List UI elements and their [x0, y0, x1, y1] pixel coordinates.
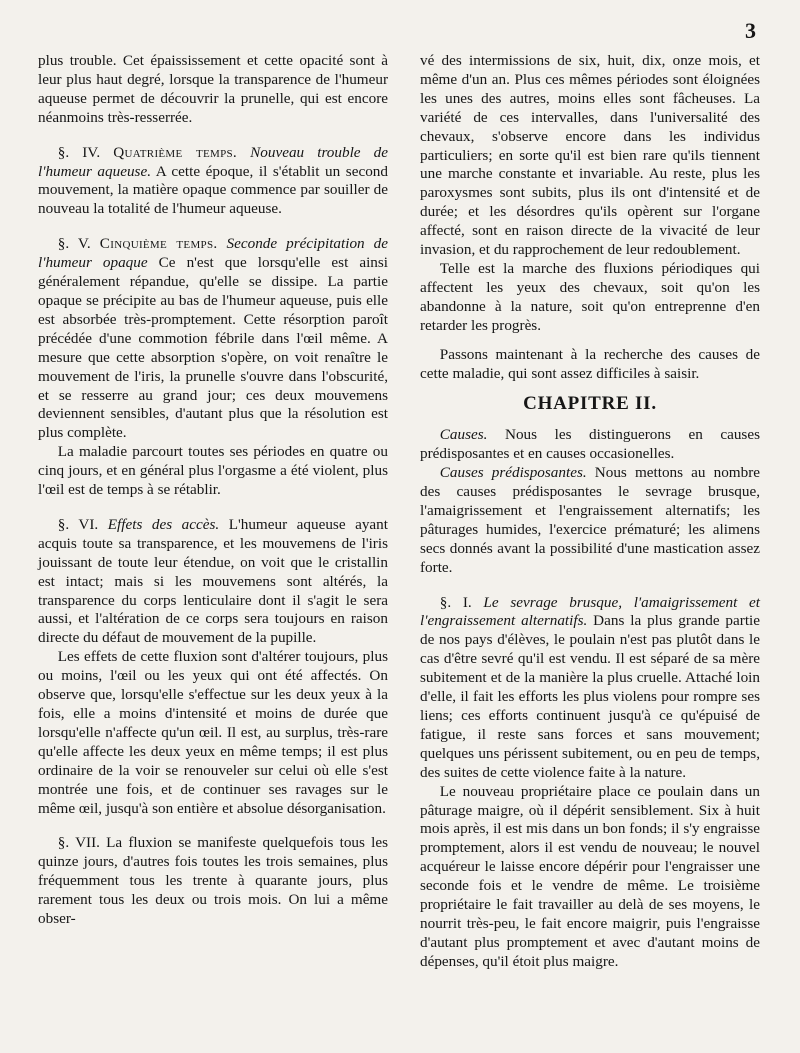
- right-column: [420, 52, 760, 972]
- page-number: 3: [745, 18, 756, 43]
- paragraph: Telle est la marche des fluxions périodiques qui affectent les yeux des chevaux, soit qu'on les abandonne à la nature, soit qu'on entreprenne d'en retarder les progrès.: [420, 259, 760, 334]
- section-vi: [38, 516, 388, 648]
- paragraph: plus trouble. Cet épaississement et cette opacité sont à leur plus haut degré, lorsque la transparence de l'humeur aqueuse permet de découvrir la prunelle, qui est encore néanmoins très-resserrée.: [38, 52, 388, 126]
- section-title: Nouveau trouble de l'humeur aqueuse.: [38, 143, 388, 180]
- section-body: Ce n'est que lorsqu'elle est ainsi généralement répandue, qu'elle se dissipe. La partie opaque se précipite au bas de l'humeur aqueuse, puis elle est absorbée très-promptement. Cette résorption paroît précédée d'une commotion fébrile dans l'œil même. A mesure que cette absorption s'opère, on voit renaître le mouvement de l'iris, la prunelle s'ouvre dans l'obscurité, et se resserre au grand jour; ces deux mouvemens deviennent sensibles, d'autant plus que la résolution est plus complète.: [38, 254, 389, 442]
- section-body: L'humeur aqueuse ayant acquis toute sa transparence, et les mouvemens de l'iris jouissant de toute leur étendue, on voit que le cristallin est intact; mais si les mouvemens sont altérés, la transparence du corps lenticulaire dont il s'agit le sera aussi, et l'altération de ce corps sera toujours en raison directe du défaut de mouvement de la pupille.: [38, 515, 388, 647]
- paragraph: La maladie parcourt toutes ses périodes en quatre ou cinq jours, et en général plus l'orgasme a été violent, plus l'œil est de temps à se rétablir.: [38, 443, 388, 499]
- predisposing-causes-paragraph: [420, 464, 760, 577]
- paragraph: Les effets de cette fluxion sont d'altérer toujours, plus ou moins, l'œil ou les yeux qui ont été affectés. On observe que, lorsqu'elle s'effectue sur les deux yeux à la fois, elle a moins d'intensité et moins de durée que lorsqu'elle n'affecte qu'un œil. Il est, au surplus, très-rare qu'elle affecte les deux yeux en même temps; il est plus ordinaire de la voir se renouveler sur celui où elle s'est montrée une fois, et de continuer ses ravages sur le même œil, jusqu'à son entière et absolue désorganisation.: [38, 648, 388, 817]
- term-label: Causes.: [439, 426, 488, 444]
- section-title: Effets des accès.: [107, 515, 220, 533]
- section-mark: §. IV.: [57, 143, 101, 161]
- section-heading: Cinquième temps.: [99, 235, 218, 253]
- paragraph-body: Nous les distinguerons en causes prédisposantes et en causes occasionelles.: [420, 426, 760, 463]
- section-mark: §. V.: [57, 235, 91, 253]
- paragraph: Passons maintenant à la recherche des causes de cette maladie, qui sont assez difficiles à saisir.: [420, 345, 760, 382]
- causes-paragraph: [420, 426, 760, 464]
- section-mark: §. VI.: [57, 515, 99, 533]
- section-mark: §. I.: [439, 593, 472, 611]
- paragraph: Le nouveau propriétaire place ce poulain dans un pâturage maigre, où il dépérit sensiblement. Six à huit mois après, il est mis dans un bon fonds; il s'y engraisse promptement, alors il est vendu de nouveau; le nouvel acquéreur le laisse encore dépérir pour l'engraisser une seconde fois et le vendre de même. Le troisième propriétaire le fait travailler au delà de ses moyens, le nourrit très-peu, le fait encore maigrir, puis l'engraisse d'autant plus promptement et avec d'autant moins de dépenses, qu'il étoit plus maigre.: [420, 782, 760, 970]
- section-heading: Quatrième temps.: [113, 143, 238, 161]
- left-column: [38, 52, 388, 929]
- section-i: [420, 594, 760, 783]
- section-mark: §. VII.: [57, 834, 100, 852]
- section-v: [38, 235, 388, 443]
- term-label: Causes prédisposantes.: [439, 464, 587, 482]
- section-title: Seconde précipitation de l'humeur opaque: [38, 235, 389, 272]
- paragraph: vé des intermissions de six, huit, dix, onze mois, et même d'un an. Plus ces mêmes périodes sont éloignées les unes des autres, moins elles sont fâcheuses. La variété de ces intervalles, dans l'universalité des chevaux, s'observe encore dans les individus particuliers; en sorte qu'il est bien rare qu'ils tiennent une marche constante et invariable. Au reste, plus les paroxysmes sont subits, plus ils ont d'intensité et de durée; et les désordres qu'ils opèrent sur l'organe affecté, sont en raison directe de la vivacité de leur invasion, et du rapprochement de leur redoublement.: [420, 52, 760, 259]
- section-title: Le sevrage brusque, l'amaigrissement et l'engraissement alternatifs.: [420, 593, 761, 630]
- section-vii: [38, 834, 388, 929]
- section-body: La fluxion se manifeste quelquefois tous les quinze jours, d'autres fois toutes les trois semaines, plus fréquemment tous les trente à quarante jours, plus rarement tous les deux ou trois mois. On lui a même obser-: [38, 834, 388, 928]
- section-body: Dans la plus grande partie de nos pays d'élèves, le poulain n'est pas plutôt dans le cas d'être sevré qu'il est vendu. Il est séparé de sa mère subitement et de la manière la plus cruelle. Attaché loin d'elle, il fait les efforts les plus violens pour rompre ses liens; ces efforts continuent jusqu'à ce qu'épuisé de fatigue, il reste sans forces et sans mouvement; quelques uns périssent subitement, ou en peu de temps, des suites de cette violence faite à la nature.: [420, 612, 760, 781]
- section-body: A cette époque, il s'établit un second mouvement, la matière opaque commence par souiller de nouveau la totalité de l'humeur aqueuse.: [38, 162, 388, 218]
- chapter-heading: CHAPITRE II.: [523, 393, 657, 415]
- section-iv: [38, 144, 388, 220]
- paragraph-body: Nous mettons au nombre des causes prédisposantes le sevrage brusque, l'amaigrissement et l'engraissement alternatifs; les pâturages humides, l'exercice prématuré; les alimens secs donnés avant la possibilité d'une mastication assez forte.: [420, 464, 760, 576]
